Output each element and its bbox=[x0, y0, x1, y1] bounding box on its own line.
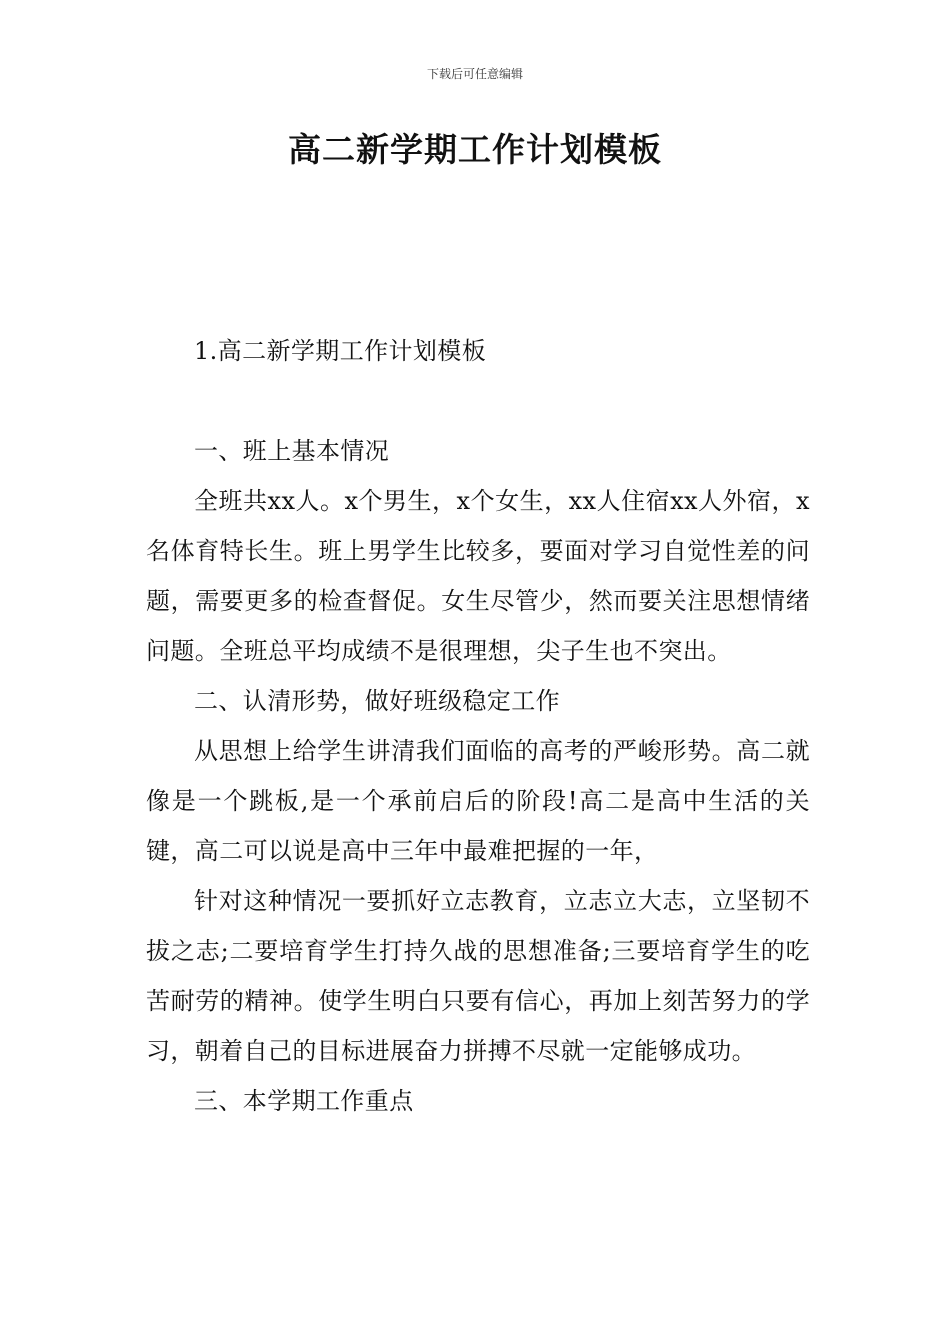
header-note: 下载后可任意编辑 bbox=[426, 67, 523, 81]
document-body bbox=[146, 326, 810, 1126]
section-heading-1: 一、班上基本情况 bbox=[194, 437, 390, 465]
section-2-paragraph-2: 针对这种情况一要抓好立志教育，立志立大志，立坚韧不拔之志;二要培育学生打持久战的思想准备;三要培育学生的吃苦耐劳的精神。使学生明白只要有信心，再加上刻苦努力的学习，朝着自己的目标进展奋力拼搏不尽就一定能够成功。 bbox=[146, 887, 810, 1065]
section-heading-2: 二、认清形势，做好班级稳定工作 bbox=[194, 687, 560, 715]
section-2-paragraph-1: 从思想上给学生讲清我们面临的高考的严峻形势。高二就像是一个跳板,是一个承前启后的阶段!高二是高中生活的关键，高二可以说是高中三年中最难把握的一年， bbox=[146, 737, 810, 865]
document-subtitle: 1.高二新学期工作计划模板 bbox=[194, 337, 487, 365]
section-1-paragraph-1: 全班共xx人。x个男生，x个女生，xx人住宿xx人外宿，x名体育特长生。班上男学生比较多，要面对学习自觉性差的问题，需要更多的检查督促。女生尽管少，然而要关注思想情绪问题。全班总平均成绩不是很理想，尖子生也不突出。 bbox=[146, 487, 810, 665]
section-heading-3: 三、本学期工作重点 bbox=[194, 1087, 414, 1115]
document-title: 高二新学期工作计划模板 bbox=[288, 130, 662, 169]
